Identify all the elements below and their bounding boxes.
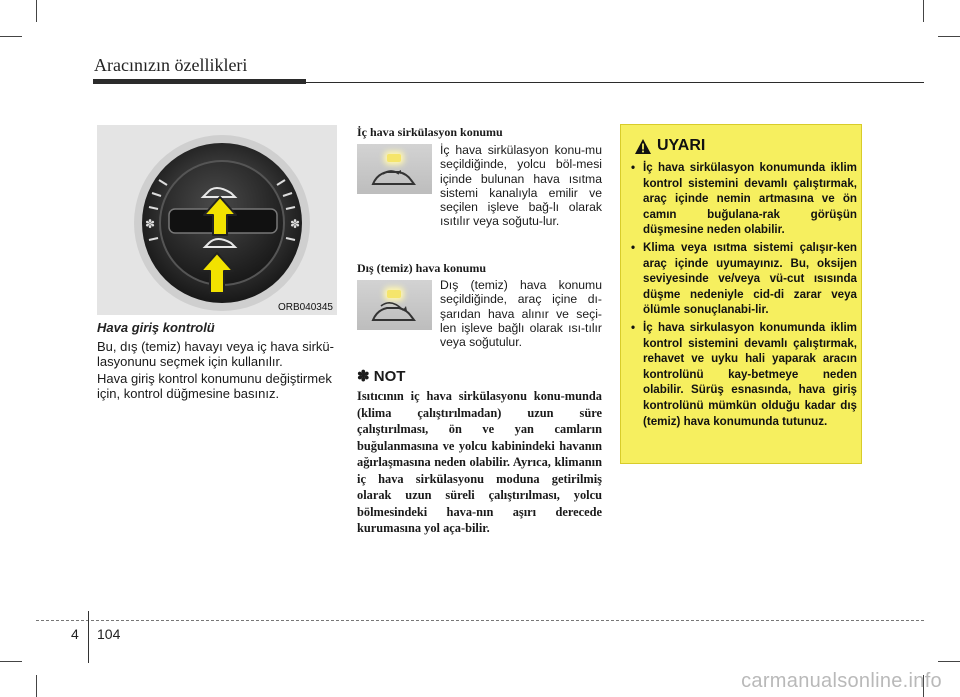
warning-item: • İç hava sirkülasyon konumunda iklim kontrol sistemini devamlı çalıştırmak, araç içinde nemin artmasına ve ön camın buğulana-rak görüşün düşmesine neden olabilir. (629, 160, 857, 238)
note-title (357, 367, 405, 385)
header-rule-thick (93, 79, 306, 84)
control-knob-photo (97, 125, 337, 315)
figure-code: ORB040345 (277, 302, 333, 313)
recirc-text: İç hava sirkülasyon konu-mu seçildiğinde, yolcu böl-mesi içinde bulunan hava ısıtma sistemi kanalıyla emilir ve seçilen işleve bağ-lı olarak ısıtılır veya soğutu-lur. (440, 143, 602, 229)
note-text: Isıtıcının iç hava sirkülasyonu konu-munda (klima çalıştırılmadan) uzun süre çalıştırılması, ön ve yan camların buğulanmasına ve yolcu kabinindeki havanın ağırlaşmasına neden olabilir. Ayrıca, klimanın iç hava sirkülasyonu moduna getirilmiş olarak uzun süreli çalıştırılması, yolcu bölmesindeki hava-nın aşırı derecede kurumasına yol aça-bilir. (357, 389, 602, 535)
page-number: 104 (97, 626, 121, 642)
fresh-air-button-image (357, 280, 432, 330)
svg-text:✽: ✽ (145, 217, 156, 231)
note-star-icon: ✽ (357, 368, 370, 385)
recirc-car-icon (357, 144, 432, 194)
section-title: Aracınızın özellikleri (94, 55, 248, 75)
page-separator (88, 611, 89, 663)
svg-text:✽: ✽ (290, 217, 301, 231)
recirc-button-image (357, 144, 432, 194)
crop-mark (938, 661, 960, 662)
note-label: NOT (373, 368, 406, 385)
fresh-air-text: Dış (temiz) hava konumu seçildiğinde, araç içine dı-şarıdan hava alınır ve seçi-len işleve bağlı olarak ısı-tılır veya soğutulur. (440, 278, 602, 350)
crop-mark (36, 675, 37, 697)
fresh-air-heading: Dış (temiz) hava konumu (357, 261, 487, 275)
crop-mark (923, 0, 924, 22)
watermark: carmanualsonline.info (741, 670, 942, 692)
warning-header (635, 137, 705, 155)
warning-item: • Klima veya ısıtma sistemi çalışır-ken araç içinde uyumayınız. Bu, oksijen seviyesinde ve/veya vü-cut ısısında düşme nedeniyle cid-di zarar veya ölümle sonuçlanabi-lir. (629, 240, 857, 318)
chapter-number: 4 (71, 626, 79, 642)
crop-mark (938, 36, 960, 37)
footer-rule (36, 620, 924, 621)
crop-mark (36, 0, 37, 22)
warning-title: UYARI (657, 137, 706, 154)
figure-caption: Hava giriş kontrolü (97, 320, 215, 335)
warning-box (620, 124, 862, 464)
recirc-heading: İç hava sirkülasyon konumu (357, 125, 503, 139)
crop-mark (0, 36, 22, 37)
paragraph: Hava giriş kontrol konumunu değiştirmek için, kontrol düğmesine basınız. (97, 371, 332, 401)
warning-item: • İç hava sirkulasyon konumunda iklim kontrol sistemini devamlı çalıştırmak, rehavet ve uyku hali yaparak aracın kontrolünü kay-betmeye neden olabilir. Sürüş esnasında, hava giriş kontrolünü mümkün olduğu kadar dış (temiz) hava konumunda tutunuz. (629, 320, 857, 429)
paragraph: Bu, dış (temiz) havayı veya iç hava sirkü-lasyonunu seçmek için kullanılır. (97, 339, 334, 369)
fresh-air-car-icon (357, 280, 432, 330)
header-rule (306, 82, 924, 83)
warning-list (629, 160, 857, 431)
crop-mark (0, 661, 22, 662)
control-knob-illustration (97, 125, 337, 315)
warning-triangle-icon (635, 139, 651, 154)
